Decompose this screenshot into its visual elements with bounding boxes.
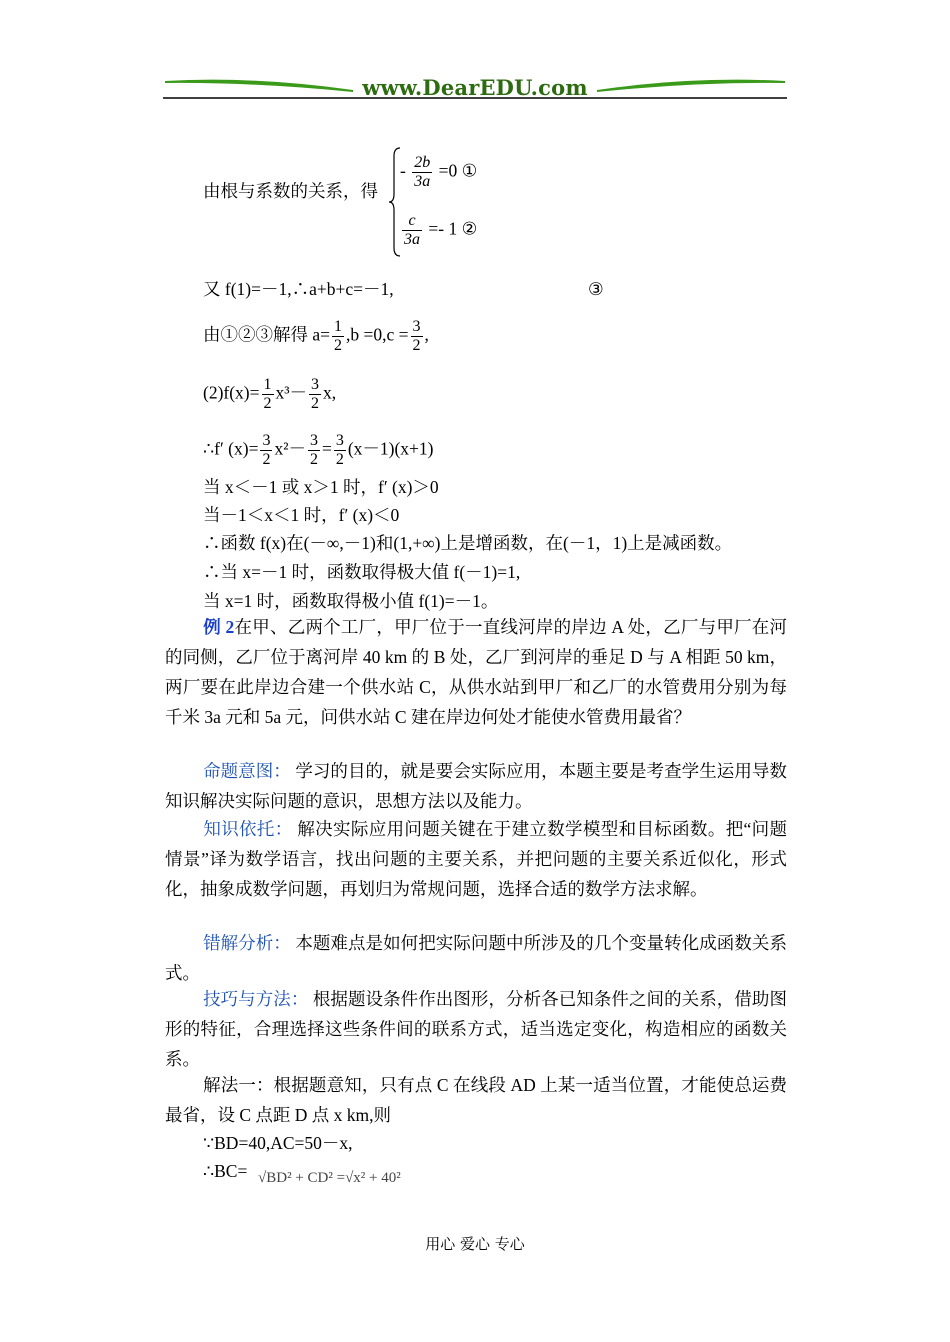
section-intent: 命题意图： 学习的目的，就是要会实际应用，本题主要是考查学生运用导数知识解决实际问题的意识，思想方法以及能力。: [165, 761, 787, 811]
site-brand: www.DearEDU.com: [362, 75, 588, 100]
line-increasing-cond: 当 x＜－1 或 x＞1 时，f′ (x)＞0: [203, 477, 439, 497]
line-fprime: ∴f′ (x)= $\frac{3}{2}$ x²－ $\frac{3}{2}$ = $\frac{3}{2}$ (x－1)(x+1): [203, 432, 434, 468]
line-decreasing-cond: 当－1＜x＜1 时，f′ (x)＜0: [203, 505, 400, 525]
example-label: 例 2: [203, 617, 235, 637]
example-text: 在甲、乙两个工厂，甲厂位于一直线河岸的岸边 A 处，乙厂与甲厂在河的同侧，乙厂位于离河岸 40 km 的 B 处，乙厂到河岸的垂足 D 与 A 相距 50 km，两厂要在此岸边合建一个供水站 C，从供水站到甲厂和乙厂的水管费用分别为每千米 3a 元和 5a 元，问供水站 C 建在岸边何处才能使水管费用最省？: [165, 617, 788, 727]
solution-line-2: ∴BC=: [203, 1161, 248, 1181]
equation-1: - $\frac{2b}{3a}$ =0 ①: [400, 154, 478, 190]
line-min: 当 x=1 时，函数取得极小值 f(1)=－1。: [203, 591, 499, 611]
section-label: 技巧与方法：: [203, 989, 309, 1009]
section-knowledge: 知识依托： 解决实际应用问题关键在于建立数学模型和目标函数。把“问题情景”译为数学语言，找出问题的主要关系，并把问题的主要关系近似化，形式化，抽象成数学问题，再划归为常规问题，选择合适的数学方法求解。: [165, 819, 788, 899]
circle-3-marker: ③: [588, 279, 604, 299]
page-header: [163, 70, 787, 102]
example-2-paragraph: [165, 612, 787, 732]
section-label: 命题意图：: [203, 761, 291, 781]
line-monotonicity: ∴函数 f(x)在(－∞,－1)和(1,+∞)上是增函数，在(－1，1)上是减函数。: [203, 533, 733, 553]
page-footer: 用心 爱心 专心: [425, 1235, 525, 1253]
line-f1: 又 f(1)=－1,∴a+b+c=－1,: [203, 279, 394, 299]
section-label: 知识依托：: [203, 819, 293, 839]
section-technique: 技巧与方法： 根据题设条件作出图形，分析各已知条件之间的关系，借助图形的特征，合理选择这些条件间的联系方式，适当选定变化，构造相应的函数关系。: [165, 989, 787, 1069]
line-solution-abc: 由①②③解得 a= $\frac{1}{2}$ ,b =0,c = $\frac{3}{2}$ ,: [203, 318, 429, 354]
equation-2: $\frac{c}{3a}$ =- 1 ②: [404, 212, 478, 248]
line-system-prefix: 由根与系数的关系，得: [203, 181, 378, 201]
line-fx: (2)f(x)= $\frac{1}{2}$ x³－ $\frac{3}{2}$ x,: [203, 376, 337, 412]
line-max: ∴当 x=－1 时，函数取得极大值 f(－1)=1,: [203, 562, 521, 582]
sqrt-expression: √BD² + CD² =√x² + 40²: [258, 1170, 401, 1186]
solution-paragraph: 解法一：根据题意知，只有点 C 在线段 AD 上某一适当位置，才能使总运费最省，设 C 点距 D 点 x km,则: [165, 1075, 787, 1125]
section-error-analysis: 错解分析： 本题难点是如何把实际问题中所涉及的几个变量转化成函数关系式。: [165, 933, 787, 983]
solution-line-1: ∵BD=40,AC=50－x,: [203, 1133, 353, 1153]
section-label: 错解分析：: [203, 933, 291, 953]
